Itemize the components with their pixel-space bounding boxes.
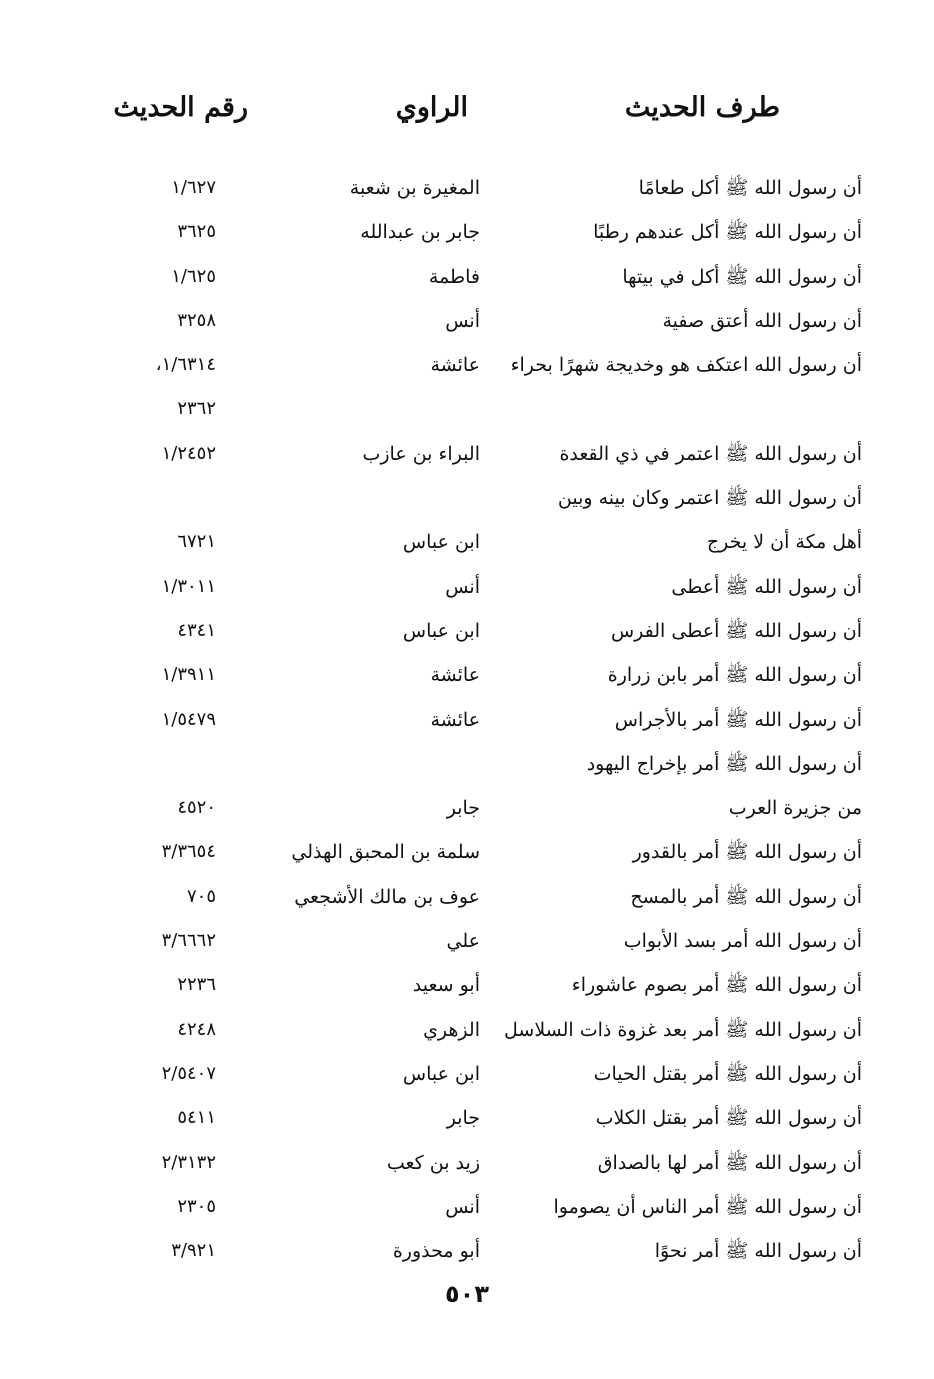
table-row (0, 434, 934, 478)
table-row (0, 567, 934, 611)
table-row (0, 700, 934, 744)
narrator: أبو سعيد (412, 974, 480, 997)
page-number: ٥٠٣ (445, 1280, 489, 1308)
narrator: عائشة (430, 708, 480, 731)
hadith-text: أن رسول الله ﷺ أمر بالقدور (632, 841, 862, 864)
header-hadith-number: رقم الحديث (113, 92, 248, 123)
hadith-number: ٤٥٢٠ (177, 797, 216, 819)
table-row (0, 301, 934, 345)
narrator: جابر (446, 1107, 480, 1130)
hadith-text: أن رسول الله أعتق صفية (662, 309, 862, 332)
hadith-text: أن رسول الله ﷺ أمر بالأجراس (614, 708, 862, 731)
hadith-text: أن رسول الله ﷺ أكل عندهم رطبًا (593, 221, 862, 244)
hadith-number: ١/٣٠١١ (161, 575, 216, 597)
header-narrator: الراوي (395, 92, 468, 123)
table-row (0, 345, 934, 389)
index-rows (0, 168, 934, 1275)
table-row (0, 611, 934, 655)
table-row (0, 212, 934, 256)
hadith-text: أن رسول الله ﷺ أمر لها بالصداق (597, 1151, 862, 1174)
table-row (0, 655, 934, 699)
hadith-number: ١/٣٩١١ (161, 664, 216, 686)
table-row (0, 1187, 934, 1231)
column-headers (0, 88, 934, 138)
table-row (0, 832, 934, 876)
narrator: ابن عباس (402, 619, 480, 642)
hadith-text: أن رسول الله ﷺ أعطى الفرس (610, 619, 862, 642)
table-row (0, 921, 934, 965)
hadith-number: ٢/٥٤٠٧ (161, 1062, 216, 1084)
hadith-number: ٥٤١١ (177, 1107, 216, 1129)
hadith-text: أن رسول الله ﷺ أمر بقتل الحيات (593, 1062, 862, 1085)
hadith-text: أن رسول الله ﷺ أمر بقتل الكلاب (595, 1107, 862, 1130)
narrator: عائشة (430, 664, 480, 687)
narrator: أنس (445, 575, 480, 598)
hadith-number: ٢/٣١٣٢ (161, 1151, 216, 1173)
narrator: أبو محذورة (392, 1240, 480, 1263)
narrator: عوف بن مالك الأشجعي (294, 885, 480, 908)
hadith-text: أن رسول الله ﷺ أمر بعد غزوة ذات السلاسل (504, 1018, 862, 1041)
table-row (0, 1098, 934, 1142)
hadith-number: ٣٦٢٥ (177, 221, 216, 243)
table-row (0, 257, 934, 301)
hadith-text: أن رسول الله ﷺ أكل في بيتها (622, 265, 862, 288)
hadith-text: أن رسول الله ﷺ اعتمر في ذي القعدة (559, 442, 862, 465)
hadith-text: أن رسول الله ﷺ أمر نحوًا (654, 1240, 862, 1263)
hadith-text: أن رسول الله ﷺ أعطى (671, 575, 862, 598)
hadith-number: ٦٧٢١ (177, 531, 216, 553)
hadith-number: ٣/٦٦٦٢ (161, 930, 216, 952)
narrator: سلمة بن المحبق الهذلي (291, 841, 480, 864)
table-row (0, 1054, 934, 1098)
narrator: جابر (446, 797, 480, 820)
hadith-text: أن رسول الله ﷺ أمر بابن زرارة (607, 664, 862, 687)
table-row (0, 877, 934, 921)
hadith-text: أن رسول الله ﷺ أمر بإخراج اليهود (586, 752, 862, 775)
hadith-text: أن رسول الله ﷺ أمر بالمسح (630, 885, 862, 908)
hadith-number: ١/٦٣١٤، (155, 354, 216, 376)
narrator: الزهري (423, 1018, 480, 1041)
table-row (0, 788, 934, 832)
hadith-number: ٣٢٥٨ (177, 309, 216, 331)
hadith-number: ٤٣٤١ (177, 619, 216, 641)
narrator: علي (446, 930, 480, 953)
hadith-text: أن رسول الله ﷺ أمر الناس أن يصوموا (553, 1195, 862, 1218)
table-row (0, 1010, 934, 1054)
hadith-number: ٢٢٣٦ (177, 974, 216, 996)
narrator: جابر بن عبدالله (360, 221, 480, 244)
table-row (0, 744, 934, 788)
narrator: أنس (445, 1195, 480, 1218)
hadith-number: ٢٣٠٥ (177, 1195, 216, 1217)
hadith-number: ١/٦٢٥ (171, 265, 216, 287)
table-row (0, 965, 934, 1009)
table-row (0, 522, 934, 566)
hadith-number: ١/٥٤٧٩ (161, 708, 216, 730)
narrator: المغيرة بن شعبة (349, 177, 480, 199)
hadith-text: أن رسول الله ﷺ أكل طعامًا (638, 177, 862, 199)
hadith-text: أن رسول الله ﷺ اعتمر وكان بينه وبين (557, 487, 862, 510)
table-row (0, 1143, 934, 1187)
narrator: البراء بن عازب (362, 442, 480, 465)
header-hadith-text: طرف الحديث (624, 92, 780, 123)
hadith-text: أن رسول الله اعتكف هو وخديجة شهرًا بحراء (510, 354, 862, 377)
hadith-number: ٤٢٤٨ (177, 1018, 216, 1040)
hadith-text: أن رسول الله ﷺ أمر بصوم عاشوراء (571, 974, 862, 997)
hadith-number: ٢٣٦٢ (177, 398, 216, 420)
hadith-text: أن رسول الله أمر بسد الأبواب (623, 930, 862, 953)
table-row (0, 1231, 934, 1275)
hadith-number: ٣/٣٦٥٤ (161, 841, 216, 863)
hadith-text: من جزيرة العرب (728, 797, 862, 820)
table-row (0, 389, 934, 433)
table-row (0, 168, 934, 212)
narrator: زيد بن كعب (386, 1151, 480, 1174)
hadith-number: ٧٠٥ (186, 885, 216, 907)
hadith-number: ٣/٩٢١ (171, 1240, 216, 1262)
narrator: عائشة (430, 354, 480, 377)
hadith-number: ١/٦٢٧ (171, 177, 216, 198)
narrator: ابن عباس (402, 531, 480, 554)
narrator: ابن عباس (402, 1062, 480, 1085)
narrator: أنس (445, 309, 480, 332)
hadith-number: ١/٢٤٥٢ (161, 442, 216, 464)
narrator: فاطمة (428, 265, 480, 288)
hadith-text: أهل مكة أن لا يخرج (706, 531, 862, 554)
table-row (0, 478, 934, 522)
